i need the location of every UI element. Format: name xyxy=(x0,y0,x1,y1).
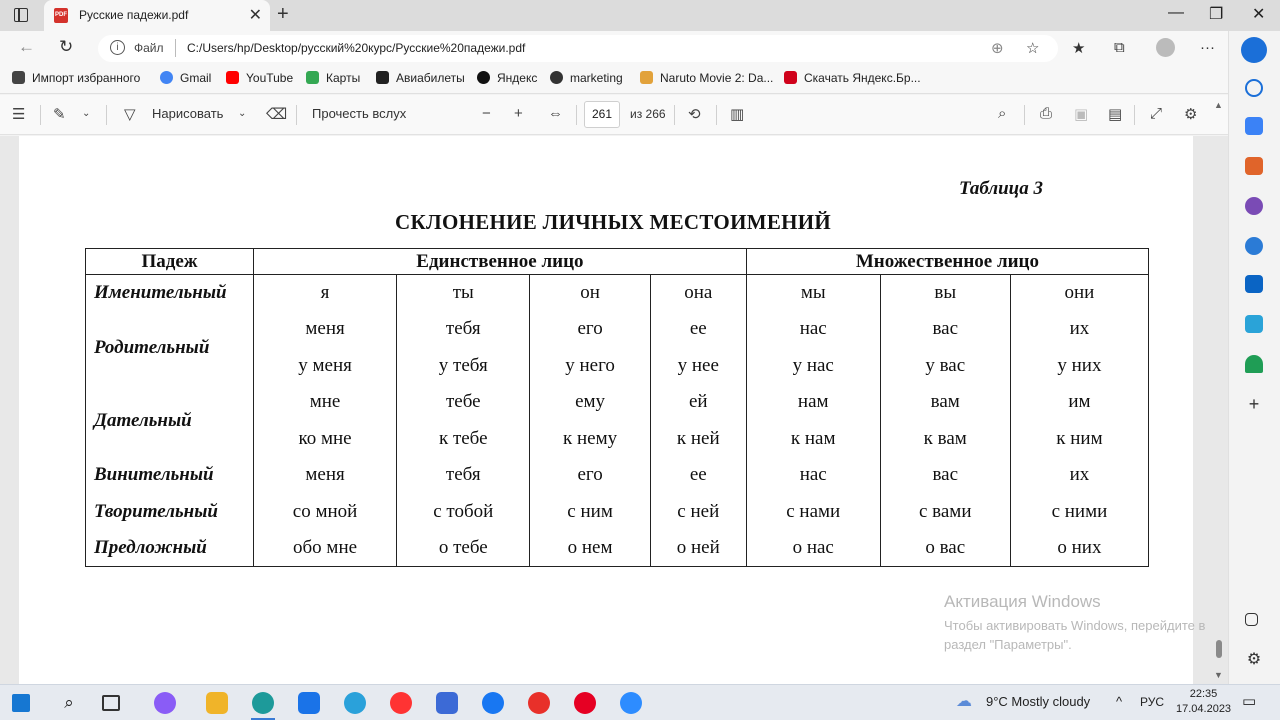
table-cell: о них xyxy=(1010,530,1148,567)
yandex-icon[interactable] xyxy=(390,692,412,714)
clock-time: 22:35 xyxy=(1189,688,1218,700)
read-aloud-button[interactable]: Прочесть вслух xyxy=(312,106,407,121)
toolbar-divider xyxy=(1024,105,1025,125)
import-icon xyxy=(12,71,25,84)
case-label: Винительный xyxy=(86,457,254,494)
table-cell: меня xyxy=(254,311,397,348)
table-row xyxy=(86,384,1149,421)
favorites-icon[interactable]: ★ xyxy=(1072,40,1086,57)
bookmark-item[interactable]: marketing xyxy=(550,71,623,85)
table-cell: ее xyxy=(650,457,746,494)
activation-title: Активация Windows xyxy=(944,592,1101,611)
address-bar[interactable] xyxy=(98,35,1058,62)
table-cell: тебе xyxy=(397,384,530,421)
reload-icon[interactable]: ↻ xyxy=(59,37,74,56)
pinterest-icon[interactable] xyxy=(574,692,596,714)
tab-strip xyxy=(0,0,1280,31)
settings-gear-icon[interactable]: ⚙ xyxy=(1184,106,1198,123)
highlight-icon[interactable]: ✎ xyxy=(53,106,66,123)
plane-icon xyxy=(376,71,389,84)
search-icon[interactable] xyxy=(1245,79,1263,97)
table-cell: к тебе xyxy=(397,421,530,458)
notifications-icon[interactable]: ▭ xyxy=(1242,693,1257,710)
table-cell: она xyxy=(650,275,746,312)
table-header-row xyxy=(86,249,1149,275)
toolbar-divider xyxy=(106,105,107,125)
weather-icon[interactable]: ☁ xyxy=(956,693,972,710)
table-cell: вам xyxy=(880,384,1010,421)
header-case: Падеж xyxy=(86,249,254,275)
clock-date: 17.04.2023 xyxy=(1176,703,1232,715)
header-plural: Множественное лицо xyxy=(746,249,1148,275)
table-cell: у нас xyxy=(746,348,880,385)
draw-icon[interactable]: ▽ xyxy=(124,106,136,123)
table-cell: у меня xyxy=(254,348,397,385)
bookmark-item[interactable]: YouTube xyxy=(226,71,293,85)
bookmark-item[interactable]: Naruto Movie 2: Da... xyxy=(640,71,773,85)
alice-icon[interactable] xyxy=(154,692,176,714)
add-icon[interactable]: + xyxy=(1248,394,1260,414)
table-cell: ты xyxy=(397,275,530,312)
table-cell: нам xyxy=(746,384,880,421)
table-cell: нас xyxy=(746,457,880,494)
rotate-icon[interactable]: ⟲ xyxy=(688,106,701,123)
table-cell: у тебя xyxy=(397,348,530,385)
table-cell: о ней xyxy=(650,530,746,567)
language-indicator[interactable]: РУС xyxy=(1140,695,1165,709)
table-cell: с ней xyxy=(650,494,746,531)
chevron-down-icon[interactable]: ⌄ xyxy=(82,108,91,119)
clock[interactable] xyxy=(1176,687,1231,717)
case-label: Творительный xyxy=(86,494,254,531)
yandex-icon xyxy=(477,71,490,84)
edge-icon[interactable] xyxy=(252,692,274,714)
fullscreen-icon[interactable]: ⤢ xyxy=(1150,105,1163,122)
table-cell: меня xyxy=(254,457,397,494)
toolbar-divider xyxy=(716,105,717,125)
telegram-icon[interactable] xyxy=(344,692,366,714)
table-row xyxy=(86,275,1149,312)
table-cell: их xyxy=(1010,311,1148,348)
header-singular: Единственное лицо xyxy=(254,249,747,275)
table-row xyxy=(86,494,1149,531)
url-text[interactable]: C:/Users/hp/Desktop/русский%20курс/Русские%20падежи.pdf xyxy=(187,41,526,55)
table-cell: о нас xyxy=(746,530,880,567)
tree-icon[interactable] xyxy=(1245,355,1263,373)
toolbar-divider xyxy=(576,105,577,125)
table-cell: к ним xyxy=(1010,421,1148,458)
youtube-icon xyxy=(226,71,239,84)
bookmark-item[interactable]: Авиабилеты xyxy=(376,71,465,85)
table-cell: к вам xyxy=(880,421,1010,458)
table-cell: ему xyxy=(530,384,650,421)
yandex-browser-icon xyxy=(784,71,797,84)
bookmarks-bar xyxy=(0,65,1228,94)
collections-icon[interactable]: ⧉ xyxy=(1114,39,1125,56)
table-row xyxy=(86,457,1149,494)
search-icon[interactable]: ⌕ xyxy=(998,105,1007,122)
table-cell: о вас xyxy=(880,530,1010,567)
table-cell: с вами xyxy=(880,494,1010,531)
tray-chevron-icon[interactable]: ^ xyxy=(1116,694,1123,709)
activation-text: Чтобы активировать Windows, перейдите в раздел "Параметры". xyxy=(944,618,1206,652)
toolbar-divider xyxy=(40,105,41,125)
marketing-icon xyxy=(550,71,563,84)
scroll-down-icon[interactable]: ▼ xyxy=(1214,670,1223,680)
case-label: Дательный xyxy=(86,384,254,457)
zoom-app-icon[interactable] xyxy=(620,692,642,714)
bookmark-item[interactable]: Импорт избранного xyxy=(12,71,140,85)
table-cell: с ним xyxy=(530,494,650,531)
table-cell: его xyxy=(530,457,650,494)
back-icon[interactable]: ← xyxy=(18,37,35,56)
vertical-scrollbar[interactable] xyxy=(1211,100,1228,684)
explorer-icon[interactable] xyxy=(206,692,228,714)
pdf-toolbar xyxy=(0,95,1228,135)
windows-activation-watermark xyxy=(944,592,1244,654)
table-cell: ее xyxy=(650,311,746,348)
table-cell: к нам xyxy=(746,421,880,458)
case-label: Именительный xyxy=(86,275,254,312)
zoom-in-icon[interactable]: + xyxy=(514,105,523,122)
mail-icon[interactable] xyxy=(298,692,320,714)
store-icon[interactable] xyxy=(436,692,458,714)
outlook-icon[interactable] xyxy=(1245,275,1263,293)
window-close-icon[interactable]: ✕ xyxy=(1252,6,1266,23)
weather-text[interactable]: 9°C Mostly cloudy xyxy=(986,694,1091,709)
bookmark-item[interactable]: Яндекс xyxy=(477,71,537,85)
yandex-browser-icon[interactable] xyxy=(528,692,550,714)
table-cell: со мной xyxy=(254,494,397,531)
tools-icon[interactable] xyxy=(1245,157,1263,175)
table-cell: обо мне xyxy=(254,530,397,567)
bookmark-item[interactable]: Скачать Яндекс.Бр... xyxy=(784,71,921,85)
microsoft365-icon[interactable] xyxy=(1245,237,1263,255)
toolbar-divider xyxy=(296,105,297,125)
table-cell: с тобой xyxy=(397,494,530,531)
profile-avatar[interactable] xyxy=(1156,38,1175,57)
save-as-icon[interactable]: ▤ xyxy=(1108,106,1123,123)
toolbar-divider xyxy=(1134,105,1135,125)
scroll-up-icon[interactable]: ▲ xyxy=(1214,100,1223,110)
edge-sidebar xyxy=(1228,31,1280,684)
new-tab-icon[interactable]: + xyxy=(277,3,289,25)
google-icon xyxy=(160,71,173,84)
games-icon[interactable] xyxy=(1245,197,1263,215)
table-cell: нас xyxy=(746,311,880,348)
table-cell: с ними xyxy=(1010,494,1148,531)
print-icon[interactable]: ⎙ xyxy=(1040,105,1053,122)
fit-width-icon[interactable]: ⇔ xyxy=(548,105,563,122)
start-icon[interactable] xyxy=(12,694,30,712)
naruto-icon xyxy=(640,71,653,84)
declension-table xyxy=(85,248,1149,567)
table-cell: они xyxy=(1010,275,1148,312)
page-view-icon[interactable]: ▥ xyxy=(730,106,745,123)
draw-button[interactable]: Нарисовать xyxy=(152,106,224,121)
save-icon[interactable]: ▣ xyxy=(1074,106,1089,123)
address-prefix: Файл xyxy=(134,41,164,55)
table-row xyxy=(86,311,1149,348)
table-cell: он xyxy=(530,275,650,312)
taskbar-search-icon[interactable]: ⌕ xyxy=(64,693,74,712)
case-label: Родительный xyxy=(86,311,254,384)
eraser-icon[interactable]: ⌫ xyxy=(266,106,288,123)
chevron-down-icon[interactable]: ⌄ xyxy=(238,108,247,119)
table-cell: вы xyxy=(880,275,1010,312)
table-cell: им xyxy=(1010,384,1148,421)
table-cell: тебя xyxy=(397,457,530,494)
table-cell: ко мне xyxy=(254,421,397,458)
sidebar-toggle-icon[interactable] xyxy=(1245,613,1258,626)
zoom-icon[interactable]: ⊕ xyxy=(991,40,1004,57)
close-tab-icon[interactable]: ✕ xyxy=(248,7,262,24)
pdf-file-icon: PDF xyxy=(54,8,68,23)
table-row xyxy=(86,530,1149,567)
shopping-icon[interactable] xyxy=(1245,117,1263,135)
case-label: Предложный xyxy=(86,530,254,567)
table-cell: у него xyxy=(530,348,650,385)
tab-actions-icon[interactable] xyxy=(14,8,28,22)
bing-icon[interactable] xyxy=(1241,37,1267,63)
minimize-icon[interactable]: — xyxy=(1168,4,1184,21)
table-cell: ей xyxy=(650,384,746,421)
document-title: СКЛОНЕНИЕ ЛИЧНЫХ МЕСТОИМЕНИЙ xyxy=(395,210,832,234)
scrollbar-thumb[interactable] xyxy=(1216,640,1222,658)
address-row xyxy=(0,31,1228,65)
table-cell: я xyxy=(254,275,397,312)
table-cell: у вас xyxy=(880,348,1010,385)
table-cell: мы xyxy=(746,275,880,312)
bookmark-item[interactable]: Gmail xyxy=(160,71,211,85)
table-reference: Таблица 3 xyxy=(958,178,1043,199)
table-cell: мне xyxy=(254,384,397,421)
add-favorite-icon[interactable]: ☆ xyxy=(1026,40,1040,57)
facebook-icon[interactable] xyxy=(482,692,504,714)
page-number-input[interactable]: 261 xyxy=(584,101,620,128)
windows-taskbar xyxy=(0,684,1280,720)
table-cell: о тебе xyxy=(397,530,530,567)
table-cell: с нами xyxy=(746,494,880,531)
table-cell: их xyxy=(1010,457,1148,494)
table-cell: у нее xyxy=(650,348,746,385)
contents-icon[interactable]: ☰ xyxy=(12,106,26,123)
sidebar-settings-icon[interactable]: ⚙ xyxy=(1246,651,1262,668)
table-cell: вас xyxy=(880,311,1010,348)
table-cell: к нему xyxy=(530,421,650,458)
table-cell: к ней xyxy=(650,421,746,458)
tab-title: Русские падежи.pdf xyxy=(79,8,189,22)
table-cell: о нем xyxy=(530,530,650,567)
info-icon[interactable]: i xyxy=(110,40,125,55)
maps-icon xyxy=(306,71,319,84)
bookmark-item[interactable]: Карты xyxy=(306,71,360,85)
drop-icon[interactable] xyxy=(1245,315,1263,333)
table-cell: его xyxy=(530,311,650,348)
zoom-out-icon[interactable]: − xyxy=(482,105,491,122)
table-cell: тебя xyxy=(397,311,530,348)
maximize-icon[interactable]: ❐ xyxy=(1209,6,1224,23)
task-view-icon[interactable] xyxy=(102,695,120,711)
toolbar-divider xyxy=(674,105,675,125)
page-total: из 266 xyxy=(630,107,666,121)
table-cell: у них xyxy=(1010,348,1148,385)
more-menu-icon[interactable]: ··· xyxy=(1200,39,1215,56)
browser-tab[interactable] xyxy=(44,0,270,31)
table-cell: вас xyxy=(880,457,1010,494)
address-divider xyxy=(175,39,176,57)
